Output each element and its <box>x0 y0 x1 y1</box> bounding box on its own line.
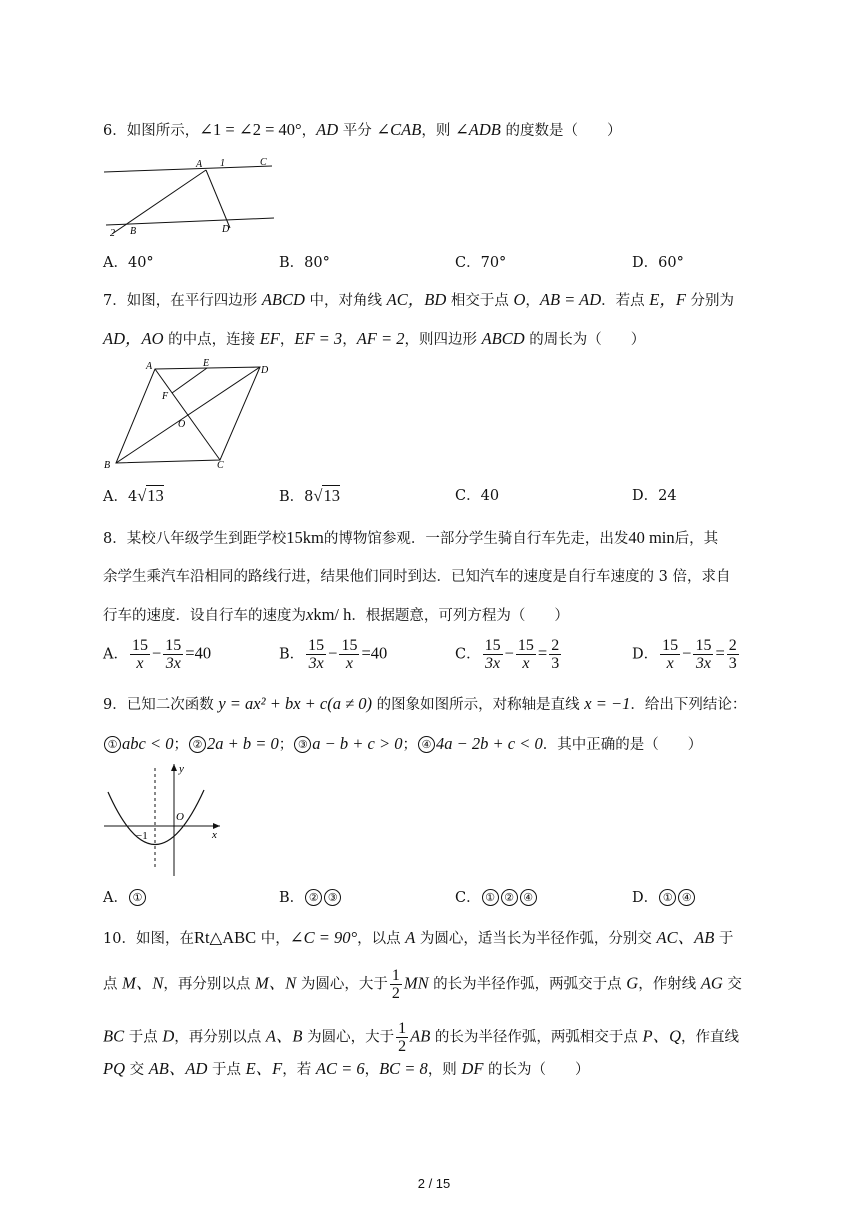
q7-label-D: D <box>261 365 269 376</box>
q7-option-a[interactable]: A．4√13 <box>103 486 164 505</box>
q7-label-A: A <box>146 361 153 372</box>
q7-label-O: O <box>178 419 186 430</box>
q8-option-c[interactable]: C． $\frac{15}{3x}$ − $\frac{15}{x}$ = $\frac{2}{3}$ <box>455 637 560 672</box>
q7-label-E: E <box>203 358 210 369</box>
q10-stem-line4: PQ 交 AB、AD 于点 E、F，若 AC = 6，BC = 8，则 DF 的长为（ ） <box>103 1059 590 1078</box>
q6-label-A: A <box>196 159 203 170</box>
q6-option-b[interactable]: B．80° <box>279 255 330 271</box>
q6-label-2: 2 <box>110 228 115 239</box>
q10-stem-line1: 10．如图，在Rt△ABC 中，∠C = 90°，以点 A 为圆心，适当长为半径作弧，分别交 AC、AB 于 <box>103 928 734 947</box>
q7-label-C: C <box>217 460 224 471</box>
q10-stem-line2: 点 M、N，再分别以点 M、N 为圆心，大于 $\frac{1}{2}$ MN 的长为半径作弧，两弧交于点 G，作射线 AG 交 <box>103 967 742 1002</box>
q7-option-d[interactable]: D．24 <box>632 488 677 504</box>
q6-label-C: C <box>260 157 267 168</box>
q7-option-c[interactable]: C．40 <box>455 488 500 504</box>
q6-label-D: D <box>222 224 230 235</box>
q10-stem-line3: BC 于点 D，再分别以点 A、B 为圆心，大于 $\frac{1}{2}$ AB 的长为半径作弧，两弧相交于点 P、Q，作直线 <box>103 1020 740 1055</box>
q7-label-F: F <box>162 391 169 402</box>
q9-option-b[interactable]: B． ② ③ <box>279 888 342 908</box>
q6-label-1: 1 <box>220 158 225 169</box>
q7-stem-line1: 7．如图，在平行四边形 ABCD 中，对角线 AC，BD 相交于点 O，AB = AD．若点 E，F 分别为 <box>103 290 735 309</box>
page-number: 2 / 15 <box>417 1176 451 1191</box>
q8-option-a[interactable]: A． $\frac{15}{x}$ − $\frac{15}{3x}$ =40 <box>103 637 212 672</box>
q9-label-minus1: −1 <box>136 830 148 842</box>
q7-option-b[interactable]: B．8√13 <box>279 486 340 505</box>
q8-stem-line3: 行车的速度．设自行车的速度为xkm/ h．根据题意，可列方程为（ ） <box>103 605 569 624</box>
q8-stem-line2: 余学生乘汽车沿相同的路线行进，结果他们同时到达．已知汽车的速度是自行车速度的 3 倍，求自 <box>103 569 731 585</box>
q6-label-B: B <box>130 226 137 237</box>
q9-stem-line1: 9．已知二次函数 y = ax² + bx + c(a ≠ 0) 的图象如图所示，对称轴是直线 x = −1．给出下列结论： <box>103 694 747 713</box>
q6-option-c[interactable]: C．70° <box>455 255 507 271</box>
q9-option-d[interactable]: D． ① ④ <box>632 888 696 908</box>
q9-option-a[interactable]: A． ① <box>103 888 147 908</box>
q8-option-b[interactable]: B． $\frac{15}{3x}$ − $\frac{15}{x}$ =40 <box>279 637 388 672</box>
q9-label-x: x <box>212 829 217 841</box>
q9-figure <box>100 758 230 884</box>
q9-label-y: y <box>179 763 184 775</box>
q6-option-d[interactable]: D．60° <box>632 255 684 271</box>
q9-option-c[interactable]: C． ① ② ④ <box>455 888 538 908</box>
q9-stem-line2: ① abc < 0； ② 2a + b = 0； ③ a − b + c > 0； ④ 4a − 2b + c < 0．其中正确的是（ ） <box>103 734 702 755</box>
q7-figure <box>100 356 280 476</box>
q7-label-B: B <box>104 460 111 471</box>
q6-stem: 6．如图所示，∠1 = ∠2 = 40°，AD 平分 ∠CAB，则 ∠ADB 的度数是（ ） <box>103 120 622 139</box>
q7-stem-line2: AD，AO 的中点，连接 EF，EF = 3，AF = 2，则四边形 ABCD 的周长为（ ） <box>103 329 646 348</box>
q6-figure <box>100 152 280 240</box>
q9-label-o: O <box>176 811 184 823</box>
q6-option-a[interactable]: A．40° <box>103 255 154 271</box>
q8-stem-line1: 8．某校八年级学生到距学校15km的博物馆参观．一部分学生骑自行车先走，出发40 min后，其 <box>103 528 719 547</box>
q8-option-d[interactable]: D． $\frac{15}{x}$ − $\frac{15}{3x}$ = $\frac{2}{3}$ <box>632 637 737 672</box>
